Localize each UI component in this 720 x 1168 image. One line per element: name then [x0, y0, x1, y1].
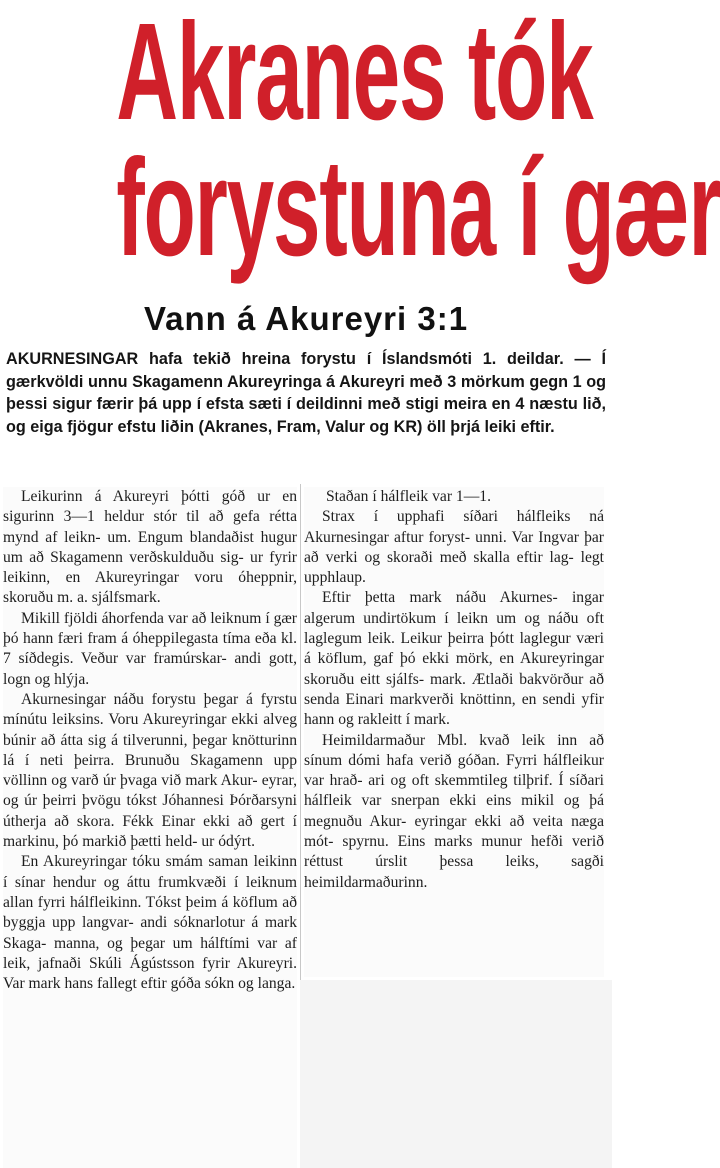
- subheadline: Vann á Akureyri 3:1: [143, 300, 469, 337]
- paragraph: Leikurinn á Akureyri þótti góð ur en sigurinn 3—1 heldur stór til að gefa rétta mynd af leikn- um. Engum blandaðist hugur um að Skagamenn verðskulduðu sig- ur fyrir leikinn, en Akureyringar voru óheppnir, skoruðu m. a. sjálfsmark.: [3, 488, 297, 607]
- article-column-left: [3, 487, 297, 1168]
- lead-text: AKURNESINGAR hafa tekið hreina forystu í Íslandsmóti 1. deildar. — Í gærkvöldi unnu Skagamenn Akureyringa á Akureyri með 3 mörkum gegn 1 og þessi sigur færir þá upp í efsta sæti í deildinni með stigi meira en 4 næstu lið, og eiga fjögur efstu liðin (Akranes, Fram, Valur og KR) öll þrjá leiki eftir.: [6, 350, 606, 436]
- paragraph: Mikill fjöldi áhorfenda var að leiknum í gær þó hann færi fram á óheppilegasta tíma eða kl. 7 síðdegis. Veður var framúrskar- andi gott, logn og hlýja.: [3, 609, 297, 688]
- paragraph: Akurnesingar náðu forystu þegar á fyrstu mínútu leiksins. Voru Akureyringar ekki alveg búnir að átta sig á tilverunni, þegar knötturinn lá í neti þeirra. Brunuðu Skagamenn upp völlinn og varð úr þvaga við mark Akur- eyrar, og úr þeirri þvögu tókst Jóhannesi Þórðarsyni útherja að skora. Fékk Einar ekki að gert í markinu, þó markið þætti held- ur ódýrt.: [3, 690, 297, 851]
- article-column-right: [304, 487, 604, 977]
- headline-line-2: forystuna í gær: [116, 131, 720, 285]
- paragraph: En Akureyringar tóku smám saman leikinn í sínar hendur og áttu frumkvæði í leiknum allan fyrri hálfleikinn. Tókst þeim á köflum að byggja upp langvar- andi sóknarlotur á mark Skaga- manna, og þegar um hálftími var af leik, jafnaði Skúli Ágústsson fyrir Akureyri. Var mark hans fallegt eftir góða sókn og langa.: [3, 853, 297, 993]
- paragraph: Eftir þetta mark náðu Akurnes- ingar algerum undirtökum í leikn um og náðu oft laglegum leik. Leikur þeirra þótt laglegur væri á köflum, gaf þó ekki mörk, en Akureyringar skoruðu eitt sjálfs- mark. Ætlaði bakvörður að senda Einari markverði knöttinn, en sendi yfir hann og rakleitt í mark.: [304, 589, 604, 729]
- paragraph: Strax í upphafi síðari hálfleiks ná Akurnesingar aftur foryst- unni. Var Ingvar þar að verki og skoraði með skalla eftir lag- legt upphlaup.: [304, 508, 604, 587]
- headline-line-1: Akranes tók: [116, 0, 593, 149]
- paragraph: Heimildarmaður Mbl. kvað leik inn að sínum dómi hafa verið góðan. Fyrri hálfleikur var hrað- ari og oft skemmtileg tilþrif. Í síðari hálfleik var snerpan ekki eins mikil og þá megnuðu Akur- eyringar ekki að veita næga mót- spyrnu. Eins marks munur hefði verið réttust úrslit þessa leiks, sagði heimildarmaðurinn.: [304, 731, 604, 891]
- blank-area: [300, 980, 612, 1168]
- paragraph: Staðan í hálfleik var 1—1.: [326, 488, 491, 505]
- lead-paragraph: [6, 348, 606, 438]
